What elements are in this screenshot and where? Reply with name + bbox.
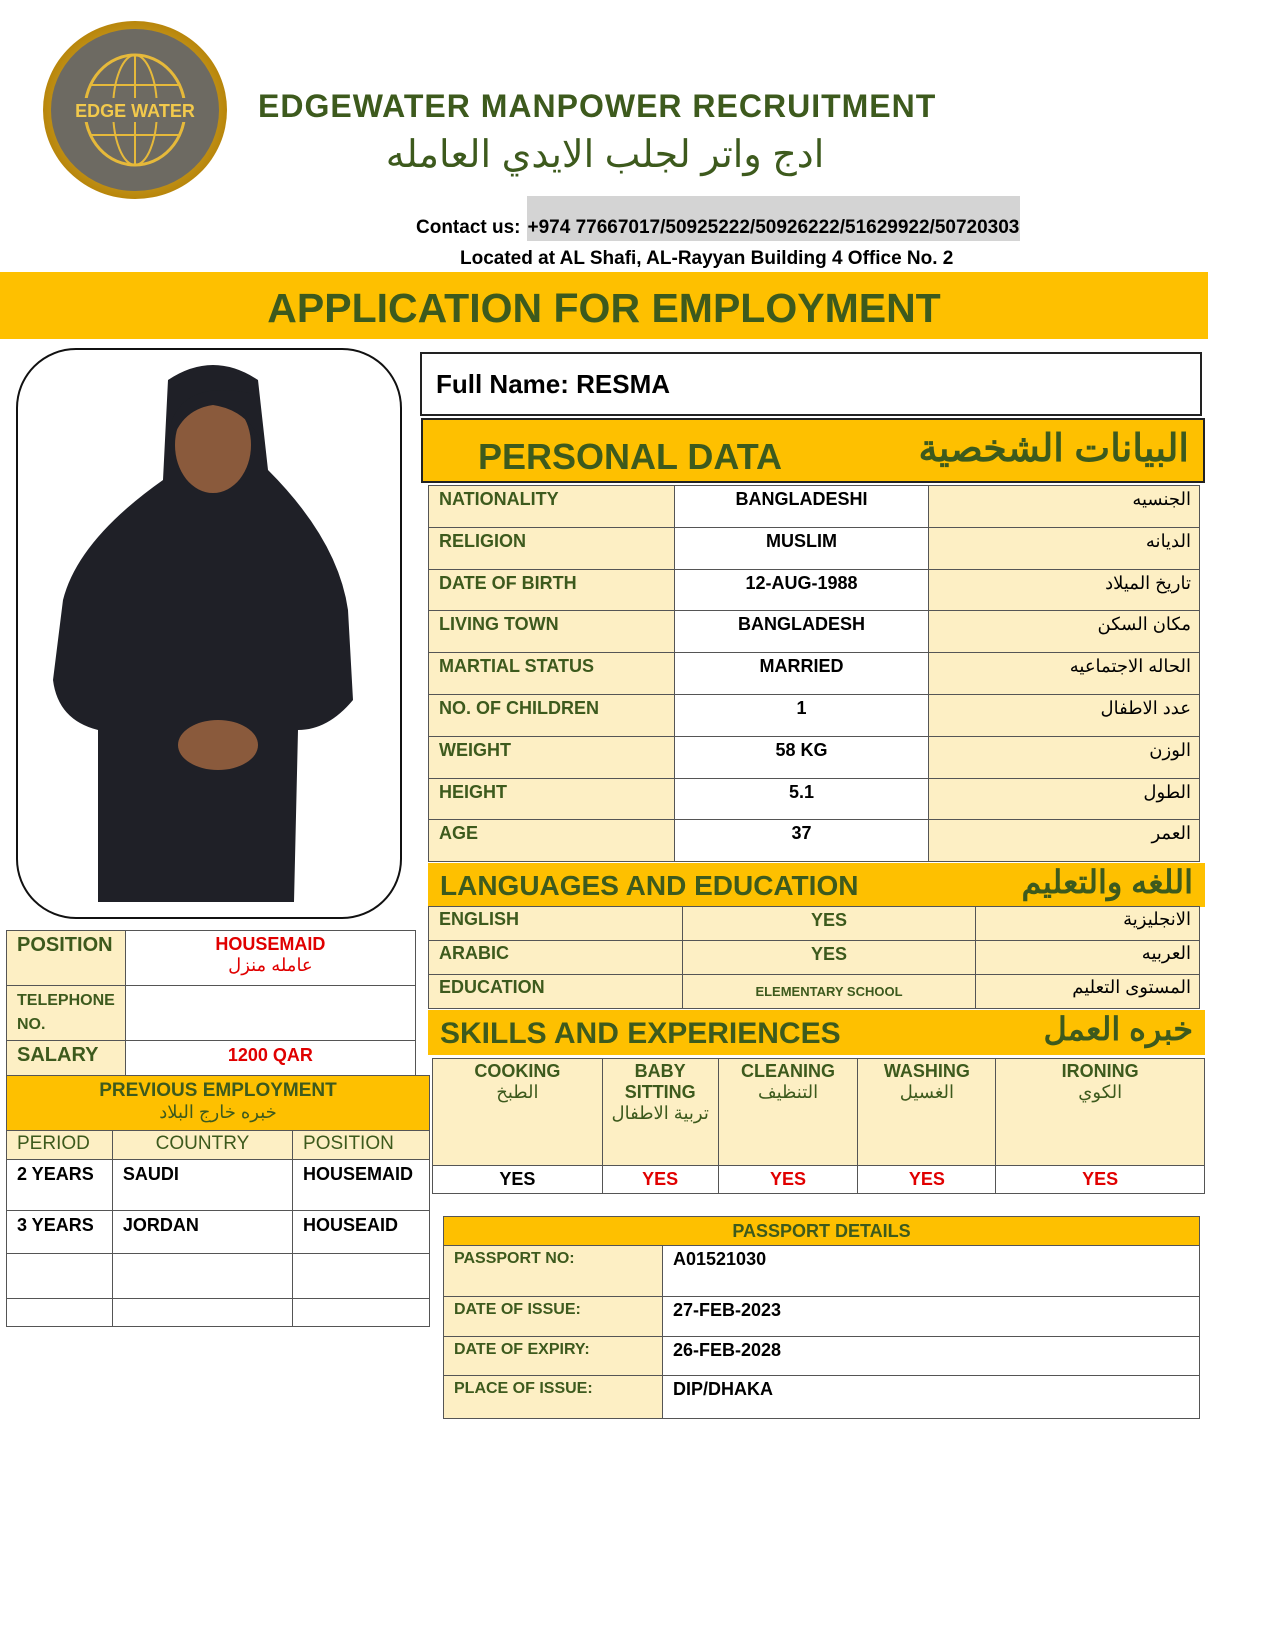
personal-data-header [421, 418, 1205, 483]
skills-label-row [433, 1059, 1205, 1166]
company-logo [42, 20, 228, 200]
svg-text:EDGE WATER: EDGE WATER [75, 101, 195, 121]
personal-value: 37 [675, 820, 929, 862]
previous-cell: JORDAN [112, 1211, 292, 1254]
personal-label-ar: مكان السكن [929, 611, 1200, 653]
salary-value: 1200 QAR [125, 1041, 415, 1082]
personal-row [429, 653, 1200, 695]
previous-header: POSITION [293, 1131, 430, 1160]
previous-cell: HOUSEMAID [293, 1160, 430, 1211]
languages-title: LANGUAGES AND EDUCATION [440, 870, 859, 901]
applicant-photo [16, 348, 402, 919]
skill-label-ar: الكوي [1078, 1082, 1123, 1102]
personal-value: BANGLADESH [675, 611, 929, 653]
passport-title: PASSPORT DETAILS [732, 1221, 911, 1241]
skill-3 [858, 1059, 996, 1166]
language-label-ar: العربيه [976, 941, 1200, 975]
language-value: YES [683, 907, 976, 941]
skills-table [432, 1058, 1205, 1194]
passport-label: DATE OF ISSUE: [444, 1297, 663, 1337]
skill-label: WASHING [883, 1061, 970, 1081]
language-label: EDUCATION [429, 975, 683, 1009]
skill-0 [433, 1059, 603, 1166]
skill-label-ar: الغسيل [899, 1082, 955, 1102]
language-value: ELEMENTARY SCHOOL [683, 975, 976, 1009]
personal-value: MUSLIM [675, 527, 929, 569]
personal-data-title-ar: البيانات الشخصية [918, 428, 1189, 470]
skills-header [428, 1010, 1205, 1055]
job-table [6, 930, 416, 1082]
previous-header: PERIOD [7, 1131, 113, 1160]
skill-value: YES [996, 1166, 1205, 1194]
language-row [429, 907, 1200, 941]
previous-row [7, 1254, 430, 1299]
previous-row [7, 1211, 430, 1254]
language-label: ENGLISH [429, 907, 683, 941]
previous-cell [293, 1254, 430, 1299]
personal-label-ar: الطول [929, 778, 1200, 820]
personal-value: 1 [675, 694, 929, 736]
personal-label: MARTIAL STATUS [429, 653, 675, 695]
position-value [125, 931, 415, 986]
passport-header [443, 1216, 1200, 1246]
telephone-label: TELEPHONE NO. [7, 986, 126, 1041]
salary-label: SALARY [7, 1041, 126, 1082]
passport-table [443, 1245, 1200, 1419]
skill-label-ar: تربية الاطفال [611, 1103, 709, 1123]
passport-row [444, 1246, 1200, 1297]
skill-label-ar: الطبخ [496, 1082, 539, 1102]
skill-label: BABY SITTING [624, 1061, 696, 1102]
personal-value: BANGLADESHI [675, 486, 929, 528]
skill-label: IRONING [1061, 1061, 1139, 1081]
personal-value: 12-AUG-1988 [675, 569, 929, 611]
languages-table [428, 906, 1200, 1009]
languages-header [428, 863, 1205, 907]
previous-cell: HOUSEAID [293, 1211, 430, 1254]
language-label-ar: الانجليزية [976, 907, 1200, 941]
previous-cell [112, 1254, 292, 1299]
personal-label-ar: العمر [929, 820, 1200, 862]
personal-row [429, 778, 1200, 820]
personal-value: 5.1 [675, 778, 929, 820]
full-name [420, 352, 1202, 416]
previous-employment-table [6, 1130, 430, 1327]
previous-row [7, 1160, 430, 1211]
position-label: POSITION [7, 931, 126, 986]
personal-label-ar: الوزن [929, 736, 1200, 778]
personal-label: NATIONALITY [429, 486, 675, 528]
personal-label-ar: تاريخ الميلاد [929, 569, 1200, 611]
personal-data-table [428, 485, 1200, 862]
language-label: ARABIC [429, 941, 683, 975]
personal-label-ar: الجنسيه [929, 486, 1200, 528]
skill-label: COOKING [474, 1061, 561, 1081]
company-name-arabic: ادج واتر لجلب الايدي العامله [385, 134, 825, 176]
previous-cell [7, 1254, 113, 1299]
passport-label: DATE OF EXPIRY: [444, 1337, 663, 1376]
passport-label: PLACE OF ISSUE: [444, 1376, 663, 1419]
personal-label-ar: الحاله الاجتماعيه [929, 653, 1200, 695]
personal-row [429, 694, 1200, 736]
passport-row [444, 1337, 1200, 1376]
previous-cell: 2 YEARS [7, 1160, 113, 1211]
personal-label: HEIGHT [429, 778, 675, 820]
office-location: Located at AL Shafi, AL-Rayyan Building 4 Office No. 2 [460, 248, 954, 269]
previous-cell: SAUDI [112, 1160, 292, 1211]
full-name-text: Full Name: RESMA [436, 369, 671, 399]
previous-employment-title: PREVIOUS EMPLOYMENT [99, 1080, 337, 1101]
passport-value: A01521030 [663, 1246, 1200, 1297]
skill-value: YES [433, 1166, 603, 1194]
passport-row [444, 1376, 1200, 1419]
personal-label: WEIGHT [429, 736, 675, 778]
language-label-ar: المستوى التعليم [976, 975, 1200, 1009]
languages-title-ar: اللغه والتعليم [1021, 864, 1193, 900]
personal-row [429, 569, 1200, 611]
language-value: YES [683, 941, 976, 975]
skill-4 [996, 1059, 1205, 1166]
personal-label: AGE [429, 820, 675, 862]
application-title: APPLICATION FOR EMPLOYMENT [267, 285, 941, 331]
skills-title: SKILLS AND EXPERIENCES [440, 1017, 841, 1050]
skill-value: YES [602, 1166, 718, 1194]
previous-cell [112, 1299, 292, 1327]
skill-label-ar: التنظيف [757, 1082, 819, 1102]
contact-line [416, 196, 1020, 241]
telephone-value [125, 986, 415, 1041]
previous-row [7, 1299, 430, 1327]
skill-value: YES [718, 1166, 858, 1194]
contact-label: Contact us: [416, 217, 521, 238]
personal-label-ar: الديانه [929, 527, 1200, 569]
previous-employment-title-ar: خبره خارج البلاد [159, 1102, 277, 1122]
personal-row [429, 527, 1200, 569]
passport-label: PASSPORT NO: [444, 1246, 663, 1297]
personal-row [429, 736, 1200, 778]
skills-title-ar: خبره العمل [1043, 1011, 1193, 1047]
previous-cell [293, 1299, 430, 1327]
language-row [429, 941, 1200, 975]
previous-cell [7, 1299, 113, 1327]
personal-label-ar: عدد الاطفال [929, 694, 1200, 736]
personal-label: DATE OF BIRTH [429, 569, 675, 611]
passport-value: 27-FEB-2023 [663, 1297, 1200, 1337]
previous-employment-header [6, 1075, 430, 1131]
personal-row [429, 611, 1200, 653]
contact-numbers: +974 77667017/50925222/50926222/51629922/50720303 [527, 196, 1021, 241]
personal-value: 58 KG [675, 736, 929, 778]
title-banner [0, 272, 1208, 339]
skill-2 [718, 1059, 858, 1166]
skills-value-row [433, 1166, 1205, 1194]
company-name: EDGEWATER MANPOWER RECRUITMENT [258, 88, 937, 124]
personal-value: MARRIED [675, 653, 929, 695]
previous-header: COUNTRY [112, 1131, 292, 1160]
skill-value: YES [858, 1166, 996, 1194]
personal-row [429, 486, 1200, 528]
position-text-ar: عامله منزل [228, 955, 313, 975]
passport-value: DIP/DHAKA [663, 1376, 1200, 1419]
passport-row [444, 1297, 1200, 1337]
personal-label: NO. OF CHILDREN [429, 694, 675, 736]
personal-data-title: PERSONAL DATA [478, 436, 783, 477]
skill-label: CLEANING [741, 1061, 836, 1081]
personal-row [429, 820, 1200, 862]
personal-label: RELIGION [429, 527, 675, 569]
previous-cell: 3 YEARS [7, 1211, 113, 1254]
passport-value: 26-FEB-2028 [663, 1337, 1200, 1376]
language-row [429, 975, 1200, 1009]
personal-label: LIVING TOWN [429, 611, 675, 653]
position-text: HOUSEMAID [215, 934, 326, 954]
skill-1 [602, 1059, 718, 1166]
